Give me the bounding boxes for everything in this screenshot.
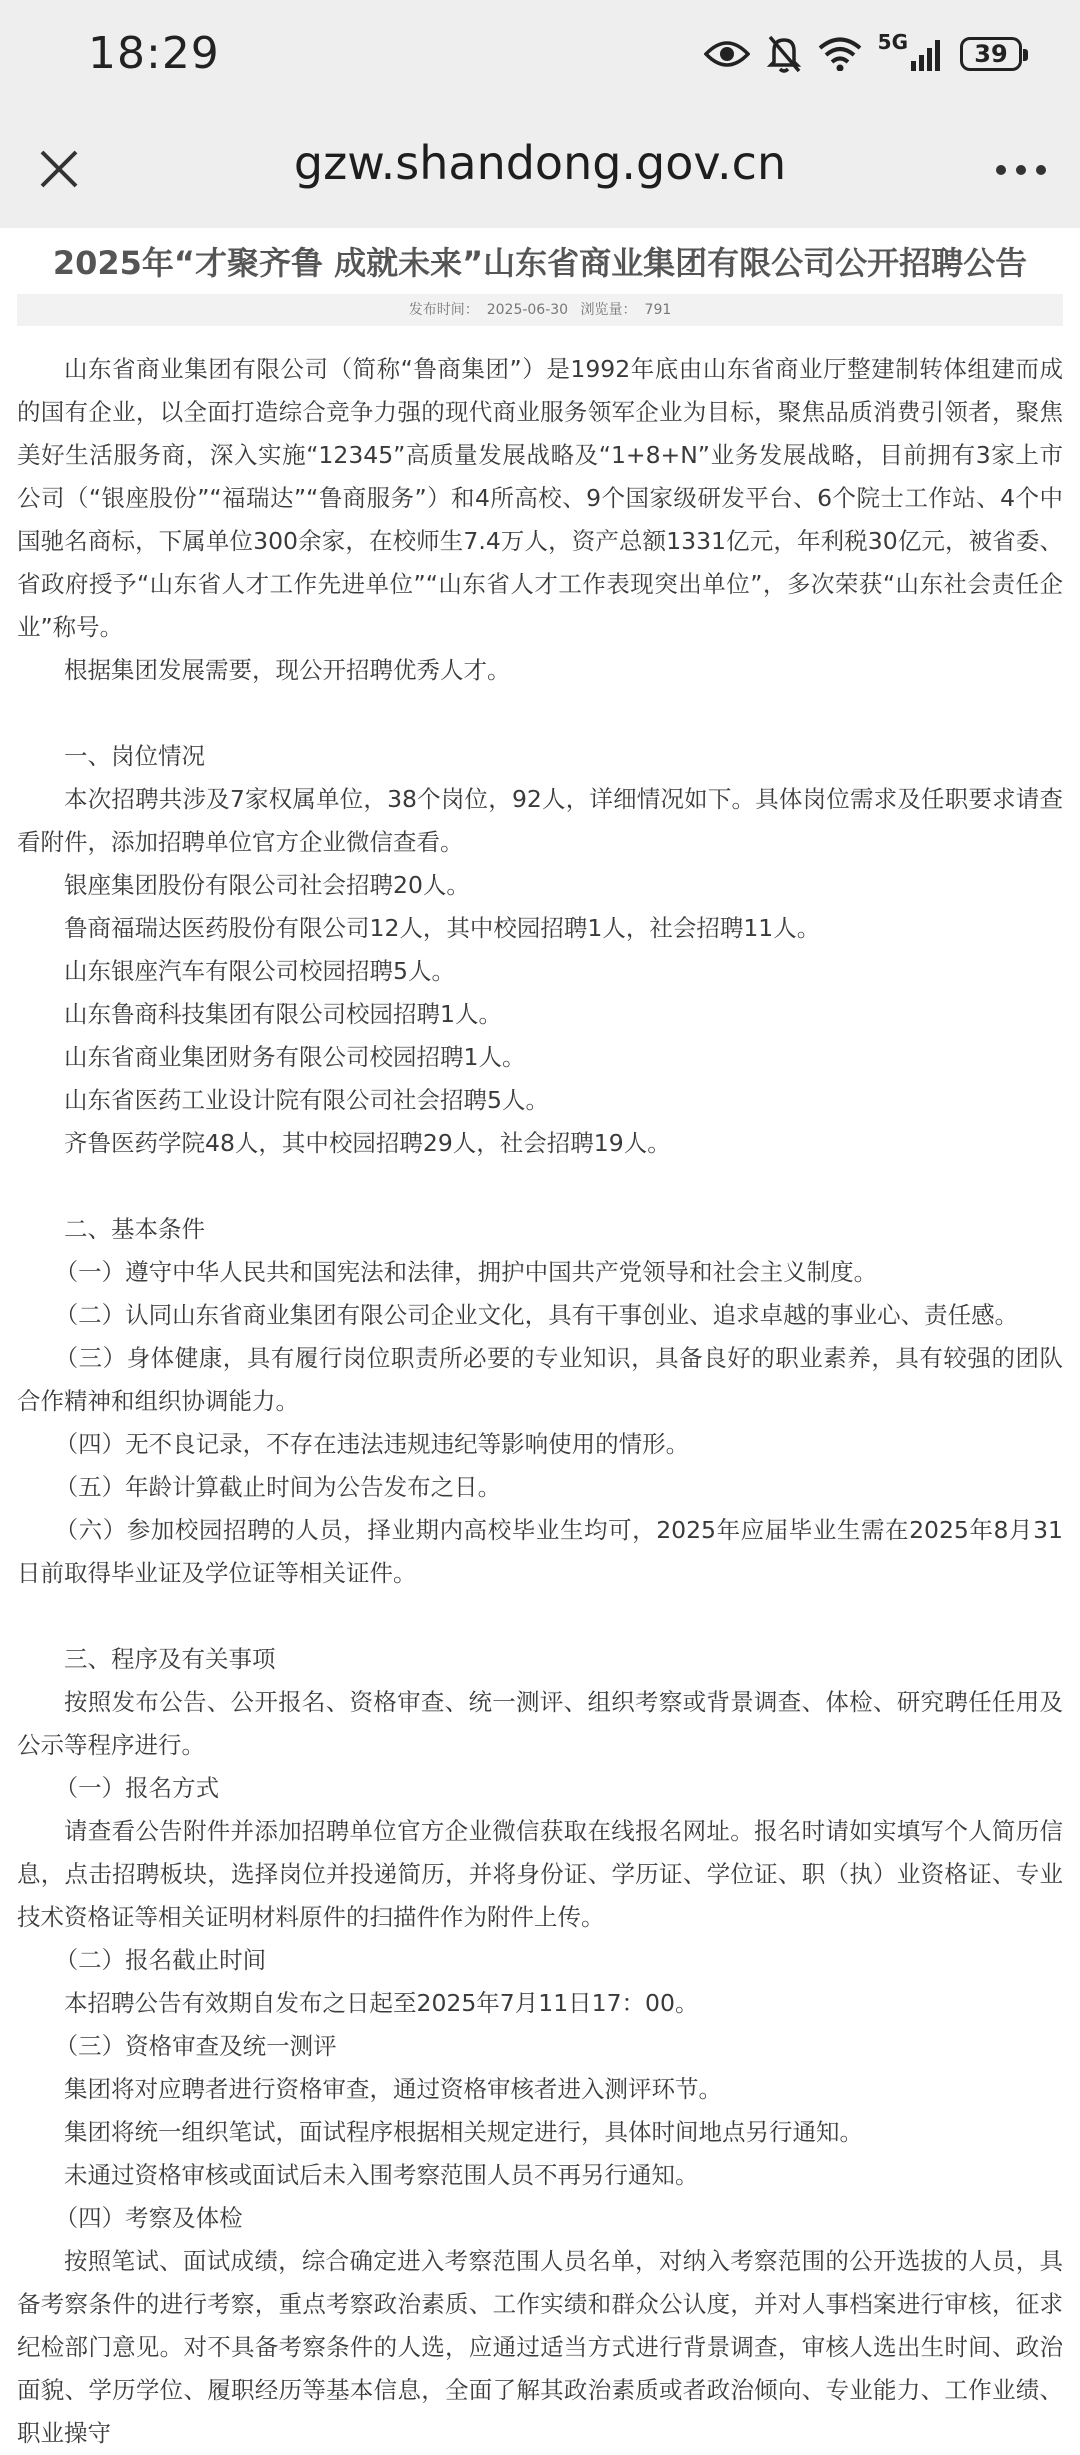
- paragraph: 集团将统一组织笔试，面试程序根据相关规定进行，具体时间地点另行通知。: [64, 2118, 863, 2146]
- wifi-icon: [818, 37, 862, 71]
- paragraph: （三）身体健康，具有履行岗位职责所必要的专业知识，具备良好的职业素养，具有较强的团队合作精神和组织协调能力。: [17, 1344, 1063, 1415]
- paragraph: （四）无不良记录，不存在违法违规违纪等影响使用的情形。: [54, 1430, 690, 1458]
- views-count: 791: [644, 302, 672, 318]
- paragraph: 按照笔试、面试成绩，综合确定进入考察范围人员名单，对纳入考察范围的公开选拔的人员，具备考察条件的进行考察，重点考察政治素质、工作实绩和群众公认度，并对人事档案进行审核，征求纪检部门意见。对不具备考察条件的人选，应通过适当方式进行背景调查，审核人选出生时间、政治面貌、学历学位、履职经历等基本信息，全面了解其政治素质或者政治倾向、专业能力、工作业绩、职业操守: [17, 2247, 1063, 2447]
- paragraph: 集团将对应聘者进行资格审查，通过资格审核者进入测评环节。: [64, 2075, 722, 2103]
- paragraph: （六）参加校园招聘的人员，择业期内高校毕业生均可，2025年应届毕业生需在2025年8月31日前取得毕业证及学位证等相关证件。: [17, 1516, 1063, 1587]
- subsection-heading: （四）考察及体检: [54, 2204, 243, 2232]
- paragraph: 未通过资格审核或面试后未入围考察范围人员不再另行通知。: [64, 2161, 699, 2189]
- section-heading: 二、基本条件: [64, 1215, 205, 1243]
- paragraph: 请查看公告附件并添加招聘单位官方企业微信获取在线报名网址。报名时请如实填写个人简历信息，点击招聘板块，选择岗位并投递简历，并将身份证、学历证、学位证、职（执）业资格证、专业技术资格证等相关证明材料原件的扫描件作为附件上传。: [17, 1817, 1063, 1931]
- paragraph: 鲁商福瑞达医药股份有限公司12人，其中校园招聘1人，社会招聘11人。: [64, 914, 821, 942]
- paragraph: （二）认同山东省商业集团有限公司企业文化，具有干事创业、追求卓越的事业心、责任感。: [54, 1301, 1019, 1329]
- paragraph: 本招聘公告有效期自发布之日起至2025年7月11日17：00。: [64, 1989, 699, 2017]
- paragraph: 山东省医药工业设计院有限公司社会招聘5人。: [64, 1086, 549, 1114]
- paragraph: 山东省商业集团财务有限公司校园招聘1人。: [64, 1043, 526, 1071]
- paragraph: 山东银座汽车有限公司校园招聘5人。: [64, 957, 455, 985]
- publish-date: 2025-06-30: [486, 302, 569, 318]
- status-icons: [704, 30, 1022, 78]
- subsection-heading: （一）报名方式: [54, 1774, 220, 1802]
- article-content: [17, 348, 1063, 2455]
- section-heading: 三、程序及有关事项: [64, 1645, 276, 1673]
- paragraph: 齐鲁医药学院48人，其中校园招聘29人，社会招聘19人。: [64, 1129, 671, 1157]
- signal-icon: [910, 37, 944, 71]
- paragraph: 本次招聘共涉及7家权属单位，38个岗位，92人，详细情况如下。具体岗位需求及任职要求请查看附件，添加招聘单位官方企业微信查看。: [17, 785, 1063, 856]
- paragraph: 山东省商业集团有限公司（简称“鲁商集团”）是1992年底由山东省商业厅整建制转体组建而成的国有企业，以全面打造综合竞争力强的现代商业服务领军企业为目标，聚焦品质消费引领者，聚焦美好生活服务商，深入实施“12345”高质量发展战略及“1+8+N”业务发展战略，目前拥有3家上市公司（“银座股份”“福瑞达”“鲁商服务”）和4所高校、9个国家级研发平台、6个院士工作站、4个中国驰名商标，下属单位300余家，在校师生7.4万人，资产总额1331亿元，年利税30亿元，被省委、省政府授予“山东省人才工作先进单位”“山东省人才工作表现突出单位”，多次荣获“山东社会责任企业”称号。: [17, 355, 1063, 641]
- blank-line: [17, 1165, 1063, 1208]
- network-type: 5G: [877, 30, 908, 54]
- browser-toolbar: [0, 110, 1080, 228]
- publish-label: 发布时间：: [408, 302, 479, 318]
- eye-icon: [704, 38, 750, 70]
- url-display[interactable]: gzw.shandong.gov.cn: [293, 136, 787, 190]
- paragraph: （五）年龄计算截止时间为公告发布之日。: [54, 1473, 502, 1501]
- blank-line: [17, 692, 1063, 735]
- article-title: 2025年“才聚齐鲁 成就未来”山东省商业集团有限公司公开招聘公告: [52, 244, 1028, 282]
- paragraph: 银座集团股份有限公司社会招聘20人。: [64, 871, 470, 899]
- paragraph: （一）遵守中华人民共和国宪法和法律，拥护中国共产党领导和社会主义制度。: [54, 1258, 878, 1286]
- article-meta: [17, 294, 1063, 326]
- views-label: 浏览量：: [580, 302, 637, 318]
- paragraph: 按照发布公告、公开报名、资格审查、统一测评、组织考察或背景调查、体检、研究聘任任用及公示等程序进行。: [17, 1688, 1063, 1759]
- more-icon[interactable]: [990, 142, 1052, 198]
- subsection-heading: （三）资格审查及统一测评: [54, 2032, 337, 2060]
- blank-line: [17, 1595, 1063, 1638]
- paragraph: 山东鲁商科技集团有限公司校园招聘1人。: [64, 1000, 502, 1028]
- status-time: 18:29: [88, 28, 220, 79]
- battery-icon: 39: [960, 37, 1022, 71]
- section-heading: 一、岗位情况: [64, 742, 205, 770]
- status-bar: [0, 0, 1080, 110]
- paragraph: 根据集团发展需要，现公开招聘优秀人才。: [64, 656, 511, 684]
- bell-muted-icon: [766, 34, 802, 74]
- subsection-heading: （二）报名截止时间: [54, 1946, 267, 1974]
